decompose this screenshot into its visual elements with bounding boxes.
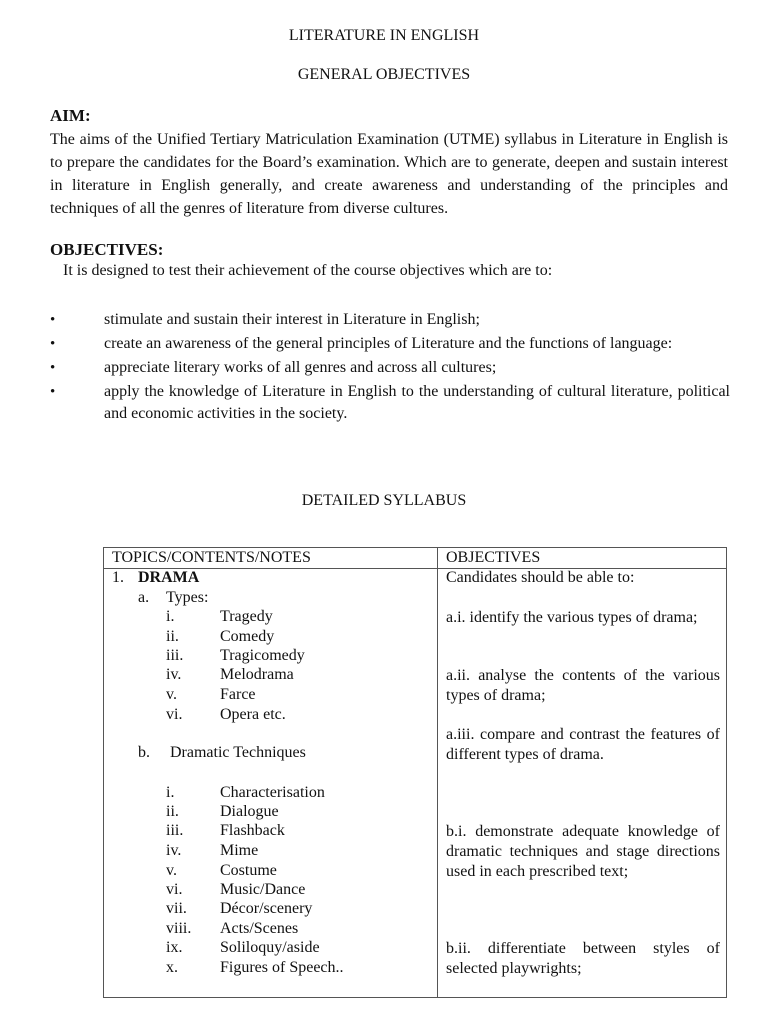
list-item-number: i. (166, 608, 175, 625)
bullet-icon: • (50, 384, 56, 400)
list-item-number: viii. (166, 920, 192, 937)
list-item: Tragedy (220, 608, 273, 625)
aim-paragraph: The aims of the Unified Tertiary Matriculation Examination (UTME) syllabus in Literature in English is to prepare the candidates for the Board’s examination. Which are to generate, deepen and sustain interest in literature in English generally, and create awareness and understanding of the principles and techniques of all the genres of literature from diverse cultures. (50, 131, 728, 217)
list-item: Figures of Speech.. (220, 959, 344, 976)
list-item: Acts/Scenes (220, 920, 299, 937)
bullet-icon: • (50, 336, 56, 352)
list-item (50, 309, 730, 331)
syllabus-table (103, 547, 727, 998)
list-item-number: ii. (166, 628, 179, 645)
part-b-letter: b. (138, 744, 150, 761)
list-item: Mime (220, 842, 259, 859)
list-item-text: create an awareness of the general principles of Literature and the functions of language: (104, 335, 673, 352)
list-item: Farce (220, 686, 256, 703)
list-item-number: iv. (166, 842, 182, 859)
list-item (50, 357, 730, 379)
syllabus-title: DETAILED SYLLABUS (301, 492, 467, 509)
column-header-objectives: OBJECTIVES (446, 549, 541, 566)
column-divider (437, 548, 438, 997)
objectives-list (50, 309, 730, 427)
list-item: Décor/scenery (220, 900, 313, 917)
document-subtitle: GENERAL OBJECTIVES (297, 66, 471, 83)
list-item-text: apply the knowledge of Literature in English to the understanding of cultural literature, political and economic activities in the society. (104, 383, 730, 422)
list-item-number: v. (166, 862, 177, 879)
list-item-number: vii. (166, 900, 187, 917)
list-item-number: iv. (166, 666, 182, 683)
aim-heading: AIM: (50, 106, 91, 125)
list-item: Melodrama (220, 666, 294, 683)
objective-b-ii: b.ii. differentiate between styles of selected playwrights; (446, 940, 720, 977)
list-item: Comedy (220, 628, 275, 645)
list-item: Opera etc. (220, 706, 286, 723)
list-item-number: iii. (166, 822, 184, 839)
list-item-number: x. (166, 959, 178, 976)
list-item (50, 381, 730, 425)
list-item-number: ix. (166, 939, 183, 956)
list-item: Flashback (220, 822, 285, 839)
list-item: Tragicomedy (220, 647, 305, 664)
list-item-text: stimulate and sustain their interest in Literature in English; (104, 311, 480, 328)
section-number: 1. (112, 569, 124, 586)
objective-b-i: b.i. demonstrate adequate knowledge of dramatic techniques and stage directions used in each prescribed text; (446, 823, 720, 880)
objectives-heading: OBJECTIVES: (50, 240, 164, 259)
column-header-topics: TOPICS/CONTENTS/NOTES (112, 549, 311, 566)
list-item: Costume (220, 862, 277, 879)
part-a-letter: a. (138, 589, 150, 606)
bullet-icon: • (50, 312, 56, 328)
list-item-number: i. (166, 784, 175, 801)
list-item-text: appreciate literary works of all genres and across all cultures; (104, 359, 497, 376)
list-item: Characterisation (220, 784, 325, 801)
bullet-icon: • (50, 360, 56, 376)
part-a-title: Types: (166, 589, 209, 606)
objectives-intro-cell: Candidates should be able to: (446, 569, 635, 586)
list-item: Soliloquy/aside (220, 939, 320, 956)
objective-a-ii: a.ii. analyse the contents of the various types of drama; (446, 667, 720, 704)
list-item-number: vi. (166, 706, 183, 723)
section-title: DRAMA (138, 569, 200, 586)
list-item-number: ii. (166, 803, 179, 820)
part-b-title: Dramatic Techniques (170, 744, 306, 761)
objective-a-iii: a.iii. compare and contrast the features of different types of drama. (446, 726, 720, 763)
list-item (50, 333, 730, 355)
list-item-number: v. (166, 686, 177, 703)
list-item-number: vi. (166, 881, 183, 898)
document-title: LITERATURE IN ENGLISH (288, 27, 480, 44)
list-item: Dialogue (220, 803, 279, 820)
list-item-number: iii. (166, 647, 184, 664)
list-item: Music/Dance (220, 881, 306, 898)
objective-a-i: a.i. identify the various types of drama; (446, 609, 698, 626)
objectives-intro: It is designed to test their achievement of the course objectives which are to: (63, 262, 553, 279)
